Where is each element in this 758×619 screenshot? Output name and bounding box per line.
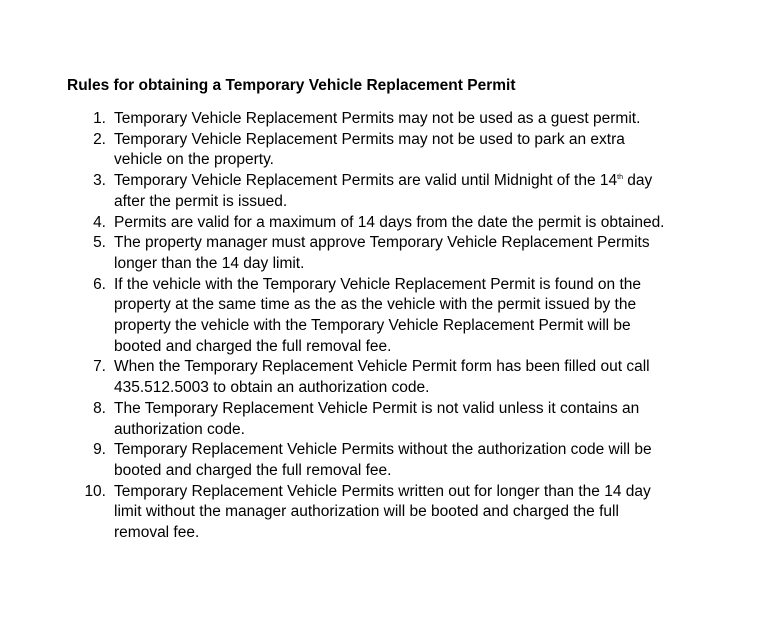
text-line: authorization code. xyxy=(114,420,245,438)
text-line: after the permit is issued. xyxy=(114,192,288,210)
list-item-number: 8. xyxy=(93,399,106,417)
list-item-number: 4. xyxy=(93,213,106,231)
text-line: Permits are valid for a maximum of 14 days from the date the permit is obtained. xyxy=(114,213,665,231)
list-item-text xyxy=(114,233,694,274)
list-item-number: 2. xyxy=(93,130,106,148)
list-item xyxy=(0,171,758,212)
text-line: property at the same time as the as the vehicle with the permit issued by the xyxy=(114,296,637,314)
text-line: The Temporary Replacement Vehicle Permit is not valid unless it contains an xyxy=(114,399,640,417)
list-item-text xyxy=(114,213,694,234)
text-line: 435.512.5003 to obtain an authorization code. xyxy=(114,379,430,397)
text-line: booted and charged the full removal fee. xyxy=(114,337,392,355)
text-line: Temporary Replacement Vehicle Permits written out for longer than the 14 day xyxy=(114,482,651,500)
list-item-text xyxy=(114,399,694,440)
list-item-text xyxy=(114,275,694,358)
text-line: Temporary Vehicle Replacement Permits may not be used to park an extra xyxy=(114,130,625,148)
text-line: property the vehicle with the Temporary Vehicle Replacement Permit will be xyxy=(114,317,631,335)
list-item-number: 1. xyxy=(93,110,106,127)
list-item-text xyxy=(114,130,694,171)
list-item xyxy=(0,440,758,481)
text-line xyxy=(114,171,694,192)
list-item xyxy=(0,130,758,171)
list-item-text xyxy=(114,440,694,481)
list-item xyxy=(0,399,758,440)
list-item-number: 3. xyxy=(93,172,106,190)
list-item-number: 7. xyxy=(93,358,106,376)
rules-list xyxy=(0,109,758,544)
list-item xyxy=(0,357,758,398)
list-item xyxy=(0,233,758,274)
text-segment: Temporary Vehicle Replacement Permits are valid until Midnight of the 14 xyxy=(114,172,618,190)
text-line: removal fee. xyxy=(114,524,200,542)
text-line: When the Temporary Replacement Vehicle Permit form has been filled out call xyxy=(114,358,650,376)
text-line: Temporary Replacement Vehicle Permits without the authorization code will be xyxy=(114,441,652,459)
list-item-number: 5. xyxy=(93,234,106,252)
list-item-number: 6. xyxy=(93,275,106,293)
text-line: Temporary Vehicle Replacement Permits may not be used as a guest permit. xyxy=(114,110,641,127)
text-line: limit without the manager authorization will be booted and charged the full xyxy=(114,503,619,521)
list-item xyxy=(0,482,758,544)
list-item-text xyxy=(114,357,694,398)
document-title: Rules for obtaining a Temporary Vehicle Replacement Permit xyxy=(67,77,516,94)
list-item xyxy=(0,109,758,130)
list-item xyxy=(0,213,758,234)
list-item-text xyxy=(114,171,694,212)
text-segment: day xyxy=(622,172,653,190)
superscript-ordinal: th xyxy=(617,174,623,182)
text-line: vehicle on the property. xyxy=(114,151,274,169)
list-item xyxy=(0,275,758,358)
list-item-text xyxy=(114,482,694,544)
text-line: The property manager must approve Temporary Vehicle Replacement Permits xyxy=(114,234,650,252)
list-item-number: 10. xyxy=(84,482,106,500)
text-line: booted and charged the full removal fee. xyxy=(114,461,392,479)
text-line: If the vehicle with the Temporary Vehicle Replacement Permit is found on the xyxy=(114,275,641,293)
list-item-number: 9. xyxy=(93,441,106,459)
list-item-text xyxy=(114,109,694,130)
text-line: longer than the 14 day limit. xyxy=(114,254,305,272)
